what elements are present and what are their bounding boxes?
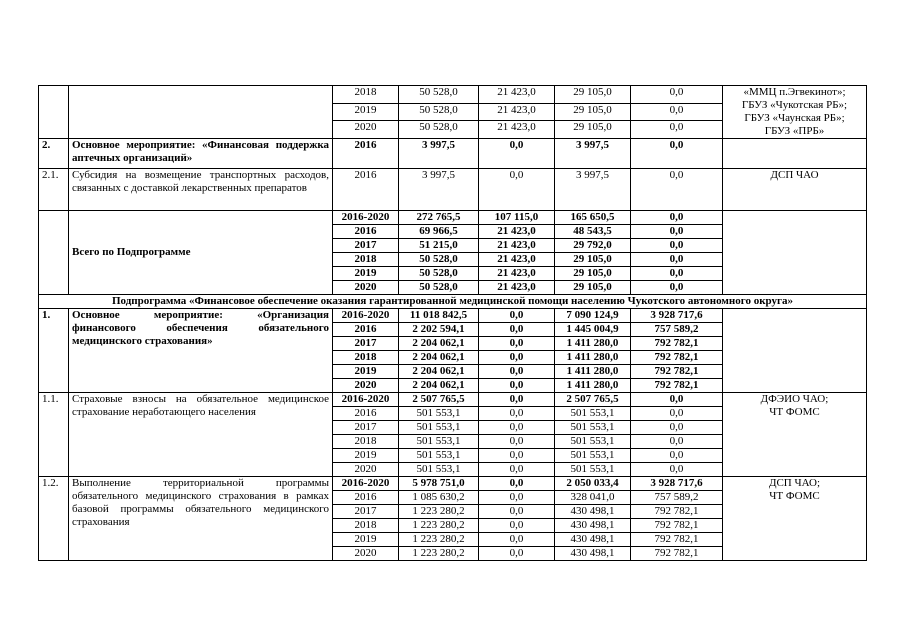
total-cell: 2 204 062,1 xyxy=(399,379,479,393)
year-cell: 2016-2020 xyxy=(333,477,399,491)
amount-cell: 48 543,5 xyxy=(555,225,631,239)
number-cell: 2.1. xyxy=(39,169,69,211)
year-cell: 2019 xyxy=(333,365,399,379)
amount-cell: 501 553,1 xyxy=(555,463,631,477)
amount-cell: 792 782,1 xyxy=(631,505,723,519)
executor-name: ЧТ ФОМС xyxy=(769,490,820,502)
amount-cell: 21 423,0 xyxy=(479,86,555,104)
executor-cell xyxy=(723,139,867,169)
name-cell: Основное мероприятие: «Финансовая поддержка аптечных организаций» xyxy=(69,139,333,169)
budget-table xyxy=(38,85,867,561)
amount-cell: 792 782,1 xyxy=(631,379,723,393)
executor-cell xyxy=(723,477,867,561)
amount-cell: 0,0 xyxy=(631,407,723,421)
year-cell: 2020 xyxy=(333,547,399,561)
name-cell: Субсидия на возмещение транспортных расходов, связанных с доставкой лекарственных препаратов xyxy=(69,169,333,211)
amount-cell: 0,0 xyxy=(631,225,723,239)
amount-cell: 7 090 124,9 xyxy=(555,309,631,323)
total-cell: 501 553,1 xyxy=(399,435,479,449)
amount-cell: 0,0 xyxy=(479,323,555,337)
year-cell: 2016 xyxy=(333,169,399,211)
year-cell: 2017 xyxy=(333,421,399,435)
total-cell: 501 553,1 xyxy=(399,449,479,463)
number-cell xyxy=(39,86,69,139)
amount-cell: 0,0 xyxy=(631,421,723,435)
number-cell xyxy=(39,211,69,295)
amount-cell: 1 411 280,0 xyxy=(555,365,631,379)
year-cell: 2018 xyxy=(333,519,399,533)
amount-cell: 0,0 xyxy=(479,519,555,533)
amount-cell: 0,0 xyxy=(631,435,723,449)
table-body xyxy=(39,86,867,561)
table-row xyxy=(39,86,867,104)
total-cell: 1 085 630,2 xyxy=(399,491,479,505)
year-cell: 2020 xyxy=(333,463,399,477)
executor-name: ЧТ ФОМС xyxy=(769,406,820,418)
number-cell: 1.2. xyxy=(39,477,69,561)
amount-cell: 0,0 xyxy=(631,86,723,104)
amount-cell: 0,0 xyxy=(479,547,555,561)
total-cell: 5 978 751,0 xyxy=(399,477,479,491)
total-cell: 50 528,0 xyxy=(399,121,479,139)
year-cell: 2020 xyxy=(333,281,399,295)
amount-cell: 0,0 xyxy=(631,239,723,253)
amount-cell: 1 411 280,0 xyxy=(555,337,631,351)
executor-cell xyxy=(723,86,867,139)
amount-cell: 757 589,2 xyxy=(631,323,723,337)
total-cell: 272 765,5 xyxy=(399,211,479,225)
amount-cell: 1 445 004,9 xyxy=(555,323,631,337)
year-cell: 2019 xyxy=(333,533,399,547)
amount-cell: 0,0 xyxy=(479,169,555,211)
total-cell: 501 553,1 xyxy=(399,421,479,435)
executor-name: ГБУЗ «Чаунская РБ»; xyxy=(744,112,845,124)
executor-cell xyxy=(723,309,867,393)
year-cell: 2016-2020 xyxy=(333,393,399,407)
amount-cell: 0,0 xyxy=(479,337,555,351)
amount-cell: 29 105,0 xyxy=(555,281,631,295)
total-cell: 3 997,5 xyxy=(399,169,479,211)
amount-cell: 21 423,0 xyxy=(479,253,555,267)
table-row xyxy=(39,295,867,309)
total-cell: 1 223 280,2 xyxy=(399,547,479,561)
amount-cell: 0,0 xyxy=(631,449,723,463)
total-cell: 2 507 765,5 xyxy=(399,393,479,407)
amount-cell: 430 498,1 xyxy=(555,547,631,561)
amount-cell: 1 411 280,0 xyxy=(555,351,631,365)
executor-cell xyxy=(723,393,867,477)
amount-cell: 792 782,1 xyxy=(631,337,723,351)
total-cell: 50 528,0 xyxy=(399,267,479,281)
amount-cell: 21 423,0 xyxy=(479,267,555,281)
number-cell: 1.1. xyxy=(39,393,69,477)
amount-cell: 0,0 xyxy=(631,267,723,281)
table-row xyxy=(39,477,867,491)
table-row xyxy=(39,169,867,211)
year-cell: 2016 xyxy=(333,323,399,337)
amount-cell: 21 423,0 xyxy=(479,103,555,121)
amount-cell: 2 050 033,4 xyxy=(555,477,631,491)
total-cell: 1 223 280,2 xyxy=(399,505,479,519)
total-cell: 50 528,0 xyxy=(399,103,479,121)
total-cell: 50 528,0 xyxy=(399,253,479,267)
amount-cell: 0,0 xyxy=(631,121,723,139)
year-cell: 2017 xyxy=(333,239,399,253)
total-cell: 11 018 842,5 xyxy=(399,309,479,323)
table-row xyxy=(39,393,867,407)
year-cell: 2018 xyxy=(333,351,399,365)
amount-cell: 0,0 xyxy=(631,169,723,211)
amount-cell: 501 553,1 xyxy=(555,435,631,449)
amount-cell: 29 105,0 xyxy=(555,86,631,104)
amount-cell: 0,0 xyxy=(479,379,555,393)
executor-cell: ДСП ЧАО xyxy=(723,169,867,211)
executor-name: «ММЦ п.Эгвекинот»; xyxy=(743,86,846,98)
amount-cell: 107 115,0 xyxy=(479,211,555,225)
name-cell: Страховые взносы на обязательное медицинское страхование неработающего населения xyxy=(69,393,333,477)
number-cell: 2. xyxy=(39,139,69,169)
total-cell: 1 223 280,2 xyxy=(399,519,479,533)
year-cell: 2018 xyxy=(333,435,399,449)
amount-cell: 0,0 xyxy=(631,281,723,295)
total-cell: 50 528,0 xyxy=(399,281,479,295)
amount-cell: 3 928 717,6 xyxy=(631,477,723,491)
amount-cell: 29 105,0 xyxy=(555,121,631,139)
amount-cell: 0,0 xyxy=(479,351,555,365)
amount-cell: 0,0 xyxy=(479,505,555,519)
amount-cell: 0,0 xyxy=(479,533,555,547)
amount-cell: 3 997,5 xyxy=(555,169,631,211)
executor-name: ДФЭИО ЧАО; xyxy=(760,393,829,405)
total-cell: 2 204 062,1 xyxy=(399,351,479,365)
amount-cell: 792 782,1 xyxy=(631,519,723,533)
name-cell: Выполнение территориальной программы обязательного медицинского страхования в рамках базовой программы обязательного медицинского страхования xyxy=(69,477,333,561)
amount-cell: 0,0 xyxy=(631,463,723,477)
table-row xyxy=(39,309,867,323)
name-cell xyxy=(69,86,333,139)
total-cell: 2 202 594,1 xyxy=(399,323,479,337)
amount-cell: 1 411 280,0 xyxy=(555,379,631,393)
year-cell: 2020 xyxy=(333,121,399,139)
amount-cell: 757 589,2 xyxy=(631,491,723,505)
amount-cell: 0,0 xyxy=(479,365,555,379)
amount-cell: 792 782,1 xyxy=(631,547,723,561)
amount-cell: 792 782,1 xyxy=(631,365,723,379)
executor-name: ГБУЗ «ПРБ» xyxy=(764,125,825,137)
amount-cell: 792 782,1 xyxy=(631,351,723,365)
amount-cell: 0,0 xyxy=(479,477,555,491)
amount-cell: 792 782,1 xyxy=(631,533,723,547)
amount-cell: 0,0 xyxy=(479,421,555,435)
amount-cell: 2 507 765,5 xyxy=(555,393,631,407)
amount-cell: 29 105,0 xyxy=(555,267,631,281)
total-cell: 501 553,1 xyxy=(399,407,479,421)
amount-cell: 501 553,1 xyxy=(555,421,631,435)
total-cell: 3 997,5 xyxy=(399,139,479,169)
name-cell: Основное мероприятие: «Организация финансового обеспечения обязательного медицинского страхования» xyxy=(69,309,333,393)
amount-cell: 0,0 xyxy=(479,309,555,323)
total-cell: 2 204 062,1 xyxy=(399,365,479,379)
amount-cell: 430 498,1 xyxy=(555,533,631,547)
executor-name: ГБУЗ «Чукотская РБ»; xyxy=(741,99,848,111)
amount-cell: 0,0 xyxy=(479,139,555,169)
executor-cell xyxy=(723,211,867,295)
amount-cell: 0,0 xyxy=(479,491,555,505)
amount-cell: 430 498,1 xyxy=(555,505,631,519)
year-cell: 2016 xyxy=(333,225,399,239)
total-label: Всего по Подпрограмме xyxy=(69,211,333,295)
amount-cell: 29 792,0 xyxy=(555,239,631,253)
amount-cell: 0,0 xyxy=(631,103,723,121)
year-cell: 2016 xyxy=(333,491,399,505)
amount-cell: 328 041,0 xyxy=(555,491,631,505)
amount-cell: 0,0 xyxy=(479,393,555,407)
year-cell: 2016-2020 xyxy=(333,309,399,323)
table-row xyxy=(39,211,867,225)
number-cell: 1. xyxy=(39,309,69,393)
total-cell: 51 215,0 xyxy=(399,239,479,253)
amount-cell: 0,0 xyxy=(631,253,723,267)
amount-cell: 29 105,0 xyxy=(555,103,631,121)
year-cell: 2016 xyxy=(333,407,399,421)
subprogram-header: Подпрограмма «Финансовое обеспечение оказания гарантированной медицинской помощи населению Чукотского автономного округа» xyxy=(39,295,867,309)
amount-cell: 21 423,0 xyxy=(479,281,555,295)
total-cell: 501 553,1 xyxy=(399,463,479,477)
amount-cell: 3 928 717,6 xyxy=(631,309,723,323)
amount-cell: 0,0 xyxy=(631,393,723,407)
amount-cell: 0,0 xyxy=(479,449,555,463)
amount-cell: 21 423,0 xyxy=(479,225,555,239)
amount-cell: 0,0 xyxy=(631,211,723,225)
year-cell: 2019 xyxy=(333,449,399,463)
year-cell: 2016 xyxy=(333,139,399,169)
amount-cell: 430 498,1 xyxy=(555,519,631,533)
amount-cell: 0,0 xyxy=(479,463,555,477)
amount-cell: 0,0 xyxy=(479,435,555,449)
year-cell: 2018 xyxy=(333,253,399,267)
amount-cell: 501 553,1 xyxy=(555,407,631,421)
year-cell: 2018 xyxy=(333,86,399,104)
table-row xyxy=(39,139,867,169)
amount-cell: 0,0 xyxy=(631,139,723,169)
year-cell: 2020 xyxy=(333,379,399,393)
year-cell: 2019 xyxy=(333,267,399,281)
total-cell: 50 528,0 xyxy=(399,86,479,104)
amount-cell: 21 423,0 xyxy=(479,239,555,253)
year-cell: 2019 xyxy=(333,103,399,121)
year-cell: 2016-2020 xyxy=(333,211,399,225)
amount-cell: 3 997,5 xyxy=(555,139,631,169)
amount-cell: 165 650,5 xyxy=(555,211,631,225)
total-cell: 2 204 062,1 xyxy=(399,337,479,351)
amount-cell: 0,0 xyxy=(479,407,555,421)
executor-name: ДСП ЧАО; xyxy=(768,477,821,489)
total-cell: 69 966,5 xyxy=(399,225,479,239)
amount-cell: 21 423,0 xyxy=(479,121,555,139)
total-cell: 1 223 280,2 xyxy=(399,533,479,547)
amount-cell: 501 553,1 xyxy=(555,449,631,463)
year-cell: 2017 xyxy=(333,505,399,519)
year-cell: 2017 xyxy=(333,337,399,351)
amount-cell: 29 105,0 xyxy=(555,253,631,267)
